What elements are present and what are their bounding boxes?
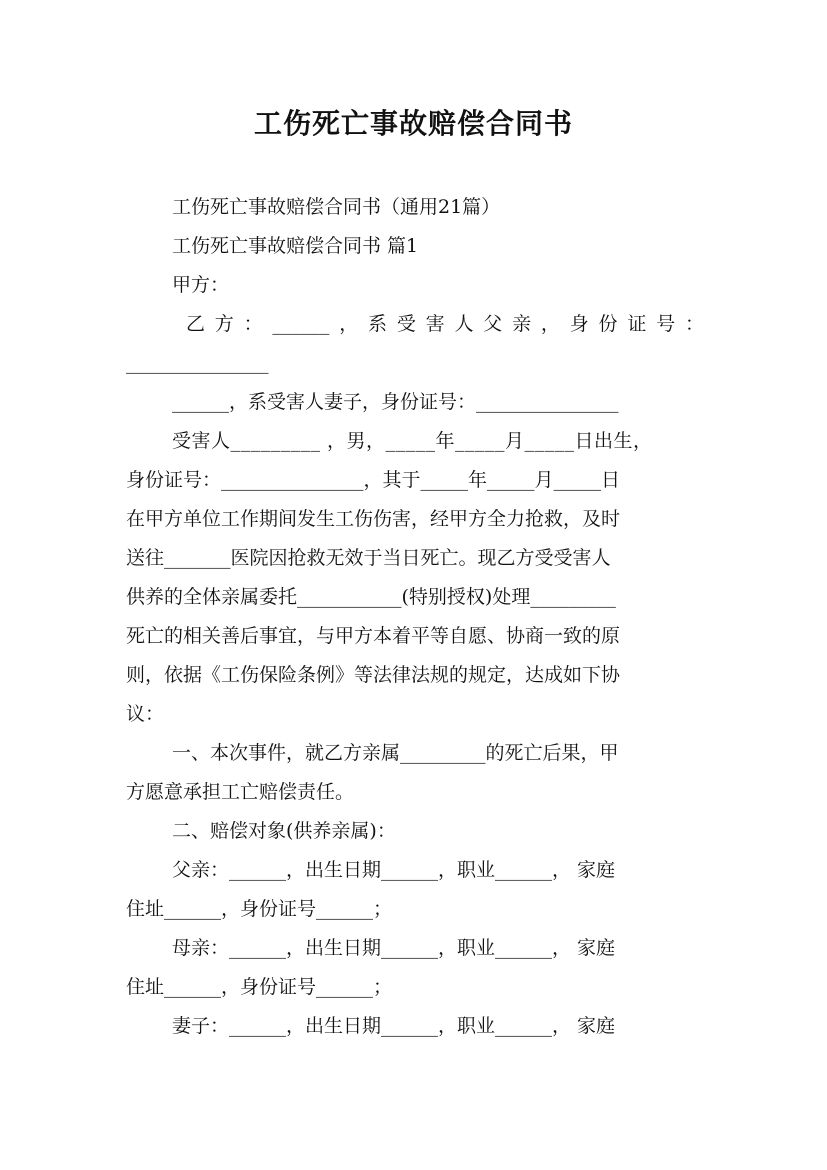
- paragraph-clause-1-line-2: 方愿意承担工亡赔偿责任。: [126, 781, 355, 803]
- paragraph-victim-line-7: 则，依据《工伤保险条例》等法律法规的规定，达成如下协: [126, 664, 621, 686]
- paragraph-party-a: 甲方：: [172, 274, 230, 296]
- paragraph-victim-line-3: 在甲方单位工作期间发生工伤伤害，经甲方全力抢救，及时: [126, 508, 621, 530]
- paragraph-clause-2: 二、赔偿对象(供养亲属)：: [172, 820, 396, 842]
- paragraph-victim-line-5: 供养的全体亲属委托___________(特别授权)处理_________: [126, 586, 616, 608]
- paragraph-party-b-id-blank: _______________: [126, 352, 269, 374]
- paragraph-father-line-2: 住址______，身份证号______；: [126, 898, 393, 920]
- document-title: 工伤死亡事故赔偿合同书: [253, 107, 573, 140]
- paragraph-victim-line-2: 身份证号：_______________，其于_____年_____月_____日: [126, 469, 621, 491]
- paragraph-subtitle: 工伤死亡事故赔偿合同书（通用21篇）: [172, 196, 501, 218]
- paragraph-section-heading: 工伤死亡事故赔偿合同书 篇1: [172, 235, 419, 257]
- paragraph-father-line-1: 父亲：______，出生日期______，职业______， 家庭: [172, 859, 616, 881]
- paragraph-mother-line-1: 母亲：______，出生日期______，职业______， 家庭: [172, 937, 616, 959]
- paragraph-victim-line-1: 受害人_________ ，男，_____年_____月_____日出生，: [172, 430, 653, 452]
- paragraph-wife: ______，系受害人妻子，身份证号：_______________: [172, 391, 619, 413]
- paragraph-victim-line-6: 死亡的相关善后事宜，与甲方本着平等自愿、协商一致的原: [126, 625, 621, 647]
- paragraph-mother-line-2: 住址______，身份证号______；: [126, 976, 393, 998]
- paragraph-clause-1-line-1: 一、本次事件，就乙方亲属_________的死亡后果，甲: [172, 742, 619, 764]
- paragraph-victim-line-8: 议：: [126, 703, 165, 725]
- paragraph-wife-line-1: 妻子：______，出生日期______，职业______， 家庭: [172, 1015, 616, 1037]
- paragraph-victim-line-4: 送往_______医院因抢救无效于当日死亡。现乙方受受害人: [126, 547, 611, 569]
- paragraph-party-b: 乙方：______，系受害人父亲，身份证号：: [186, 313, 704, 335]
- document-body: [126, 188, 704, 1046]
